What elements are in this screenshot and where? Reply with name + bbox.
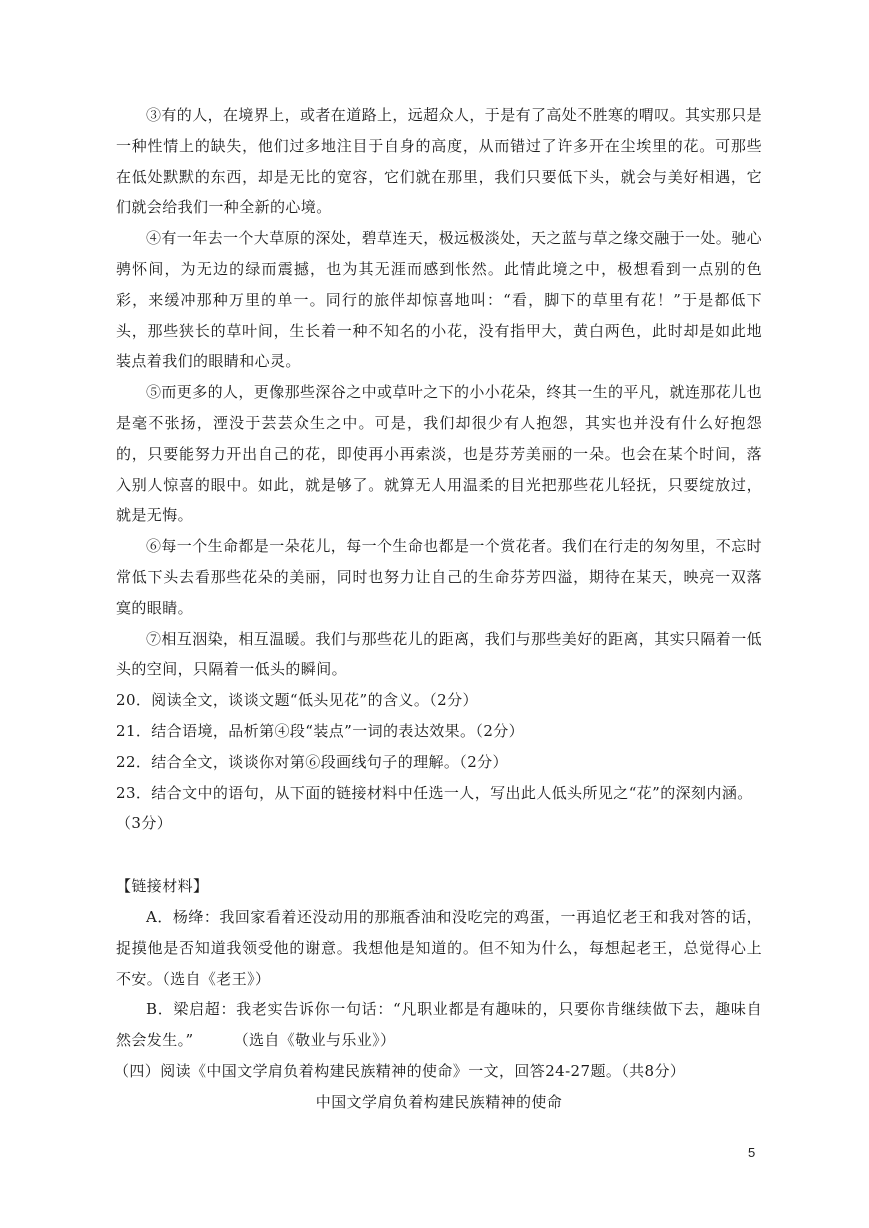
link-material-a-source: （选自《老王》） (162, 969, 271, 988)
question-21: 21．结合语境，品析第④段“装点”一词的表达效果。（2分） (116, 721, 525, 740)
link-material-b (116, 994, 762, 1056)
link-material-b-source: （选自《敬业与乐业》） (233, 1031, 396, 1050)
paragraph-7: ⑦相互洇染，相互温暖。我们与那些花儿的距离，我们与那些美好的距离，其实只隔着一低头的空间，只隔着一低头的瞬间。 (116, 629, 763, 679)
question-23-score: （3分） (116, 814, 173, 833)
paragraph-5: ⑤而更多的人，更像那些深谷之中或草叶之下的小小花朵，终其一生的平凡，就连那花儿也是毫不张扬，湮没于芸芸众生之中。可是，我们却很少有人抱怨，其实也并没有什么好抱怨的，只要能努力开出自己的花，即使再小再索淡，也是芬芳美丽的一朵。也会在某个时间，落入别人惊喜的眼中。如此，就是够了。就算无人用温柔的目光把那些花儿轻抚，只要绽放过，就是无悔。 (116, 383, 763, 525)
document-body (116, 100, 762, 1118)
link-material-heading: 【链接材料】 (116, 877, 209, 896)
question-23: 23．结合文中的语句，从下面的链接材料中任选一人，写出此人低头所见之“花”的深刻内涵。 (116, 783, 753, 802)
question-22: 22．结合全文，谈谈你对第⑥段画线句子的理解。（2分） (116, 752, 508, 771)
paragraph-6: ⑥每一个生命都是一朵花儿，每一个生命也都是一个赏花者。我们在行走的匆匆里，不忘时常低下头去看那些花朵的美丽，同时也努力让自己的生命芬芳四溢，期待在某天，映亮一双落寞的眼睛。 (116, 537, 763, 617)
article-title: 中国文学肩负着构建民族精神的使命 (315, 1092, 563, 1111)
link-material-a (116, 902, 762, 994)
link-material-a-text: A．杨绛：我回家看着还没动用的那瓶香油和没吃完的鸡蛋，一再追忆老王和我对答的话，捉摸他是否知道我领受他的谢意。我想他是知道的。但不知为什么，每想起老王，总觉得心上不安。 (116, 907, 762, 988)
paragraph-4: ④有一年去一个大草原的深处，碧草连天，极远极淡处，天之蓝与草之缘交融于一处。驰心骋怀间，为无边的绿而震撼，也为其无涯而感到怅然。此情此境之中，极想看到一点别的色彩，来缓冲那种万里的单一。同行的旅伴却惊喜地叫：“看，脚下的草里有花！”于是都低下头，那些狭长的草叶间，生长着一种不知名的小花，没有指甲大，黄白两色，此时却是如此地装点着我们的眼睛和心灵。 (116, 229, 763, 371)
link-material-b-text: B．梁启超：我老实告诉你一句话：“凡职业都是有趣味的，只要你肯继续做下去，趣味自然会发生。” (116, 1000, 762, 1050)
paragraph-3: ③有的人，在境界上，或者在道路上，远超众人，于是有了高处不胜寒的喟叹。其实那只是一种性情上的缺失，他们过多地注目于自身的高度，从而错过了许多开在尘埃里的花。可那些在低处默默的东西，却是无比的宽容，它们就在那里，我们只要低下头，就会与美好相遇，它们就会给我们一种全新的心境。 (116, 106, 763, 217)
question-20: 20．阅读全文，谈谈文题“低头见花”的含义。（2分） (116, 691, 478, 710)
page-number: 5 (748, 1145, 756, 1160)
section-4-intro: （四）阅读《中国文学肩负着构建民族精神的使命》一文，回答24-27题。（共8分） (114, 1061, 686, 1080)
spacer (116, 839, 762, 871)
